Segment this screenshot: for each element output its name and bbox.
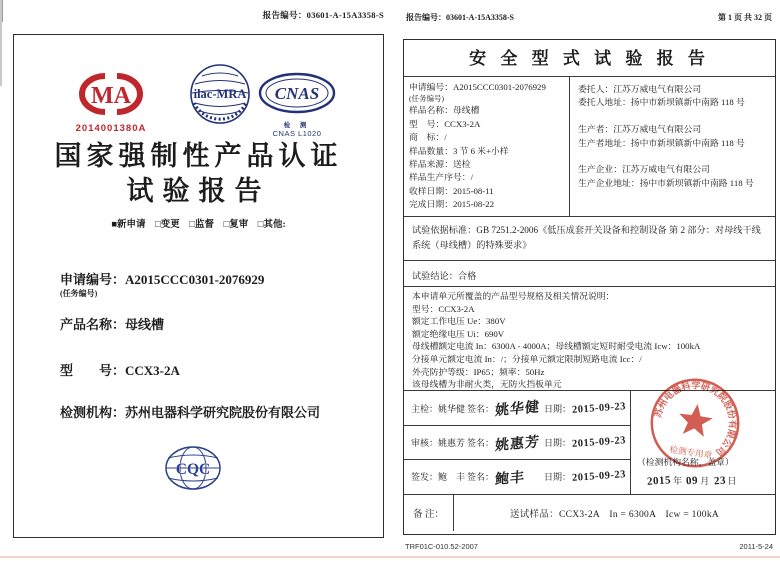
year-label: 年 <box>673 476 683 486</box>
right-report-number: 报告编号：03601-A-15A3358-S <box>406 13 514 22</box>
date-label: 日期： <box>543 472 571 483</box>
spec-line: 分接单元额定电流 In：/；分接单元额定限制短路电流 Icc：/ <box>412 353 642 364</box>
role-name: 主检：姚华健 <box>411 403 466 414</box>
application-type-checkboxes: ■新申请 □变更 □监督 □复审 □其他: <box>111 220 286 230</box>
info-line: 样品数量：3 节 6 米+小样 <box>409 145 509 156</box>
spec-line: 额定绝缘电压 Ui：690V <box>412 328 505 339</box>
signature-row-reviewer <box>404 425 630 459</box>
scan-edge-artifact <box>0 556 780 558</box>
form-date: 2011-5-24 <box>739 542 773 551</box>
cnas-oval-icon <box>257 72 337 114</box>
spec-line: 该母线槽为非耐火类，无防火挡板单元 <box>412 379 562 390</box>
info-line: 样品名称：母线槽 <box>409 105 480 116</box>
cnas-letters: CNAS <box>274 84 320 103</box>
seal-cell <box>631 380 775 494</box>
info-line: 生产者：江苏万威电气有限公司 <box>578 124 702 135</box>
cma-letters: MA <box>91 83 131 109</box>
handwritten-signature: 姚华健 <box>494 399 541 420</box>
handwritten-date: 2015-09-23 <box>571 469 627 485</box>
role-name: 审核：姚惠芳 <box>411 438 466 449</box>
cma-mark-icon <box>68 71 154 117</box>
handwritten-date: 2015-09-23 <box>571 400 627 416</box>
report-title: 安 全 型 式 试 验 报 告 <box>404 40 775 77</box>
remark-label: 备 注： <box>404 495 454 531</box>
ilac-label: ilac-MRA <box>193 87 247 101</box>
spec-line: 本申请单元所覆盖的产品型号规格及相关情况说明： <box>412 291 615 301</box>
cnas-caption-cn: 检 测 <box>283 122 311 129</box>
task-no-note: (任务编号) <box>60 289 98 298</box>
seal-date-day: 23 <box>713 474 726 488</box>
field-value: 苏州电器科学研究院股份有限公司 <box>125 405 321 420</box>
field-test-lab <box>60 402 320 421</box>
field-application-no <box>60 269 264 288</box>
report-page <box>403 39 776 535</box>
signature-row-approver <box>404 459 630 493</box>
left-report-number: 报告编号：03601-A-15A3358-S <box>262 10 384 20</box>
product-spec-section <box>404 287 775 391</box>
signature-rows <box>404 391 631 494</box>
cqc-logo <box>164 445 222 496</box>
info-line: 型 号：CCX3-2A <box>409 118 481 129</box>
info-line-spacer <box>578 150 767 163</box>
seal-date <box>645 474 737 487</box>
handwritten-signature: 姚惠芳 <box>494 433 541 454</box>
date-label: 日期： <box>543 438 571 449</box>
sign-label: 签名： <box>466 438 494 449</box>
sign-label: 签名： <box>466 403 494 414</box>
test-standard: 试验依据标准：GB 7251.2-2006《低压成套开关设备和控制设备 第 2 部分：对母线干线系统（母线槽）的特殊要求》 <box>404 217 775 261</box>
seal-caption: （检测机构名称，盖章） <box>637 457 734 467</box>
page-counter: 第 1 页 共 32 页 <box>718 13 772 22</box>
spec-line: 外壳防护等级：IP65；频率：50Hz <box>412 366 545 377</box>
cma-logo <box>68 71 154 134</box>
info-line: 委托人：江苏万威电气有限公司 <box>578 84 702 94</box>
date-label: 日期： <box>543 403 571 414</box>
day-label: 日 <box>727 476 737 486</box>
signature-row-inspector <box>404 391 630 425</box>
seal-ring-text: 苏州电器科学研究院股份有限公司 <box>652 380 738 458</box>
cqc-letters: CQC <box>175 461 211 478</box>
field-label: 型 号： <box>60 363 126 378</box>
handwritten-date: 2015-09-23 <box>571 435 627 451</box>
cover-page <box>13 34 384 538</box>
scan-binder-mark <box>0 0 2 86</box>
handwritten-signature: 鲍丰 <box>494 469 526 489</box>
remark-value: 送试样品：CCX3-2A In = 6300A Icw = 100kA <box>509 510 720 520</box>
spec-line: 母线槽额定电流 In：6300A - 4000A；母线槽额定短时耐受电流 Icw：100kA <box>412 341 701 352</box>
cqc-globe-icon <box>164 445 222 491</box>
seal-date-year: 2015 <box>646 474 672 488</box>
info-line: 生产者地址：扬中市新坝镇新中南路 118 号 <box>578 137 745 148</box>
client-info-right-column <box>570 77 775 216</box>
info-line-note: (任务编号) <box>409 94 444 104</box>
info-line: 样品生产序号：/ <box>409 172 474 183</box>
seal-date-month: 09 <box>685 474 699 488</box>
cnas-logo <box>257 72 337 138</box>
form-code: TRF01C-010.52-2007 <box>405 542 478 551</box>
month-label: 月 <box>700 476 710 486</box>
info-line: 收样日期：2015-08-11 <box>409 185 494 196</box>
info-line: 申请编号：A2015CCC0301-2076929 <box>409 82 546 92</box>
info-line: 商 标：/ <box>409 132 447 143</box>
field-label: 申请编号： <box>60 272 126 287</box>
field-label: 产品名称： <box>60 317 126 332</box>
info-line: 委托人地址：扬中市新坝镇新中南路 118 号 <box>578 97 745 108</box>
cover-title <box>14 139 383 209</box>
role-name: 签发：鲍 丰 <box>411 472 466 483</box>
info-line: 生产企业地址：扬中市新坝镇新中南路 118 号 <box>578 177 754 188</box>
test-conclusion: 试验结论：合格 <box>404 261 775 287</box>
info-line: 生产企业：江苏万威电气有限公司 <box>578 164 710 175</box>
ilac-mra-logo <box>188 62 252 131</box>
info-line: 完成日期：2015-08-22 <box>409 199 495 210</box>
field-value: CCX3-2A <box>125 363 180 378</box>
info-line-spacer <box>578 110 767 123</box>
field-value: 母线槽 <box>125 317 165 332</box>
field-product-name <box>60 314 164 333</box>
field-label: 检测机构： <box>60 405 126 420</box>
spec-line: 额定工作电压 Ue：380V <box>412 316 506 327</box>
seal-center-text: 检测专用章 <box>668 444 713 461</box>
remark-row <box>404 495 775 531</box>
ilac-globe-icon <box>188 62 252 126</box>
cnas-caption-code: CNAS L1020 <box>272 129 322 138</box>
cover-title-line2: 试验报告 <box>126 176 271 206</box>
sign-label: 签名： <box>466 472 494 483</box>
cma-number: 2014001380A <box>75 123 147 134</box>
sample-info-section <box>404 77 775 217</box>
spec-line: 型号：CCX3-2A <box>412 303 475 314</box>
info-line: 样品来源：送检 <box>409 159 471 170</box>
sample-info-left-column <box>404 77 570 216</box>
field-model <box>60 360 180 379</box>
field-value: A2015CCC0301-2076929 <box>125 272 265 287</box>
cover-title-line1: 国家强制性产品认证 <box>54 141 343 171</box>
